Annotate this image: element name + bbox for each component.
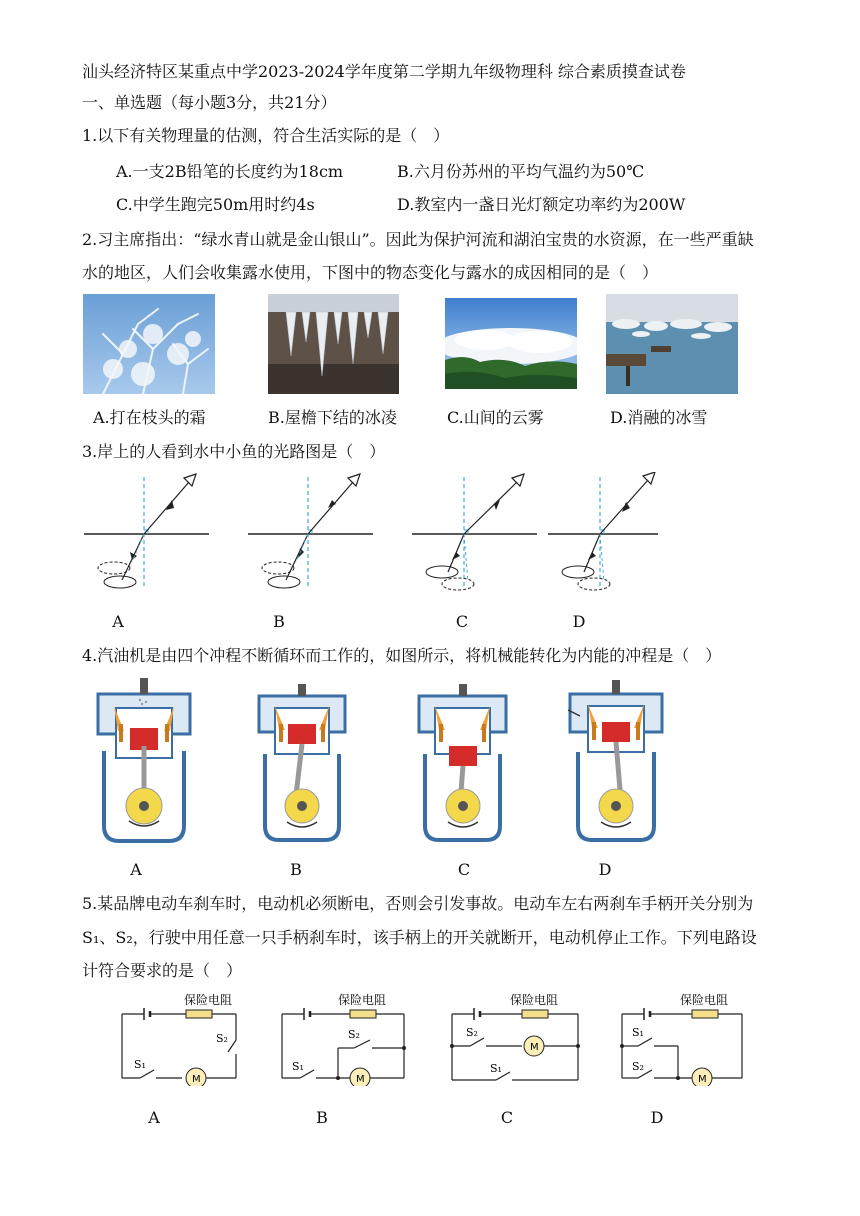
circuit-b-switch-s1: S₁: [292, 1060, 304, 1073]
circuit-d-motor-symbol: M: [698, 1074, 707, 1085]
q3-label-c: C: [455, 612, 469, 631]
q3-label-b: B: [273, 612, 285, 631]
circuit-d-switch-s1: S₁: [632, 1026, 644, 1039]
frost-photo: [83, 294, 215, 394]
icicles-photo: [268, 294, 399, 394]
q1-option-b: B.六月份苏州的平均气温约为50℃: [397, 162, 645, 181]
q4-stem: 4.汽油机是由四个冲程不断循环而工作的，如图所示，将机械能转化为内能的冲程是（ ）: [82, 646, 722, 665]
circuit-diagram-c: [446, 990, 586, 1086]
q3-label-a: A: [112, 612, 124, 631]
engine-stroke-a: [94, 676, 194, 846]
q3-label-d: D: [572, 612, 586, 631]
circuit-c-motor-symbol: M: [530, 1042, 539, 1053]
circuit-a-switch-s1: S₁: [134, 1058, 146, 1071]
q1-option-a: A.一支2B铅笔的长度约为18cm: [116, 162, 344, 181]
circuit-c-switch-s2: S₂: [466, 1026, 478, 1039]
cloud-fog-photo: [445, 298, 577, 389]
q5-stem-line3: 计符合要求的是（ ）: [82, 961, 243, 980]
circuit-c-resistor-label: 保险电阻: [510, 993, 559, 1007]
q5-stem-line1: 5.某品牌电动车刹车时，电动机必须断电，否则会引发事故。电动车左右两刹车手柄开关分别为: [82, 894, 754, 913]
q1-option-d: D.教室内一盏日光灯额定功率约为200W: [397, 195, 686, 214]
light-path-diagram-b: [248, 472, 373, 597]
q2-caption-a: A.打在枝头的霜: [93, 408, 206, 427]
light-path-diagram-a: [84, 472, 209, 597]
circuit-d-switch-s2: S₂: [632, 1060, 644, 1073]
section-heading: 一、单选题（每小题3分，共21分）: [82, 93, 337, 112]
q4-label-b: B: [290, 860, 302, 879]
melting-snow-photo: [606, 294, 738, 394]
circuit-diagram-b: [276, 990, 416, 1086]
light-path-diagram-c: [412, 472, 537, 597]
q1-stem: 1.以下有关物理量的估测，符合生活实际的是（ ）: [82, 126, 450, 145]
circuit-diagram-d: [616, 990, 756, 1086]
circuit-a-resistor-label: 保险电阻: [184, 993, 233, 1007]
q2-caption-d: D.消融的冰雪: [610, 408, 708, 427]
q5-label-d: D: [650, 1108, 664, 1127]
circuit-a-motor-symbol: M: [192, 1074, 201, 1085]
q5-stem-line2: S₁、S₂，行驶中用任意一只手柄刹车时，该手柄上的开关就断开，电动机停止工作。下列电路设: [82, 928, 757, 947]
circuit-b-resistor-label: 保险电阻: [338, 993, 387, 1007]
q4-label-c: C: [457, 860, 471, 879]
q2-caption-c: C.山间的云雾: [447, 408, 544, 427]
circuit-diagram-a: [110, 990, 250, 1086]
q2-caption-b: B.屋檐下结的冰凌: [268, 408, 397, 427]
q5-label-c: C: [500, 1108, 514, 1127]
q4-label-d: D: [598, 860, 612, 879]
q4-label-a: A: [130, 860, 142, 879]
q5-label-b: B: [316, 1108, 328, 1127]
engine-stroke-c: [415, 684, 510, 844]
circuit-b-motor-symbol: M: [356, 1074, 365, 1085]
engine-stroke-b: [257, 684, 347, 844]
circuit-c-switch-s1: S₁: [490, 1062, 502, 1075]
q2-stem-line2: 水的地区，人们会收集露水使用，下图中的物态变化与露水的成因相同的是（ ）: [82, 263, 659, 282]
circuit-a-switch-s2: S₂: [216, 1032, 228, 1045]
circuit-b-switch-s2: S₂: [348, 1028, 360, 1041]
exam-title: 汕头经济特区某重点中学2023-2024学年度第二学期九年级物理科 综合素质摸查试卷: [82, 62, 686, 81]
light-path-diagram-d: [548, 472, 673, 597]
q1-option-c: C.中学生跑完50m用时约4s: [116, 195, 315, 214]
q3-stem: 3.岸上的人看到水中小鱼的光路图是（ ）: [82, 442, 386, 461]
q2-stem-line1: 2.习主席指出：“绿水青山就是金山银山”。因此为保护河流和湖泊宝贵的水资源，在一些严重缺: [82, 230, 754, 249]
circuit-d-resistor-label: 保险电阻: [680, 993, 729, 1007]
engine-stroke-d: [566, 680, 666, 844]
q5-label-a: A: [148, 1108, 160, 1127]
